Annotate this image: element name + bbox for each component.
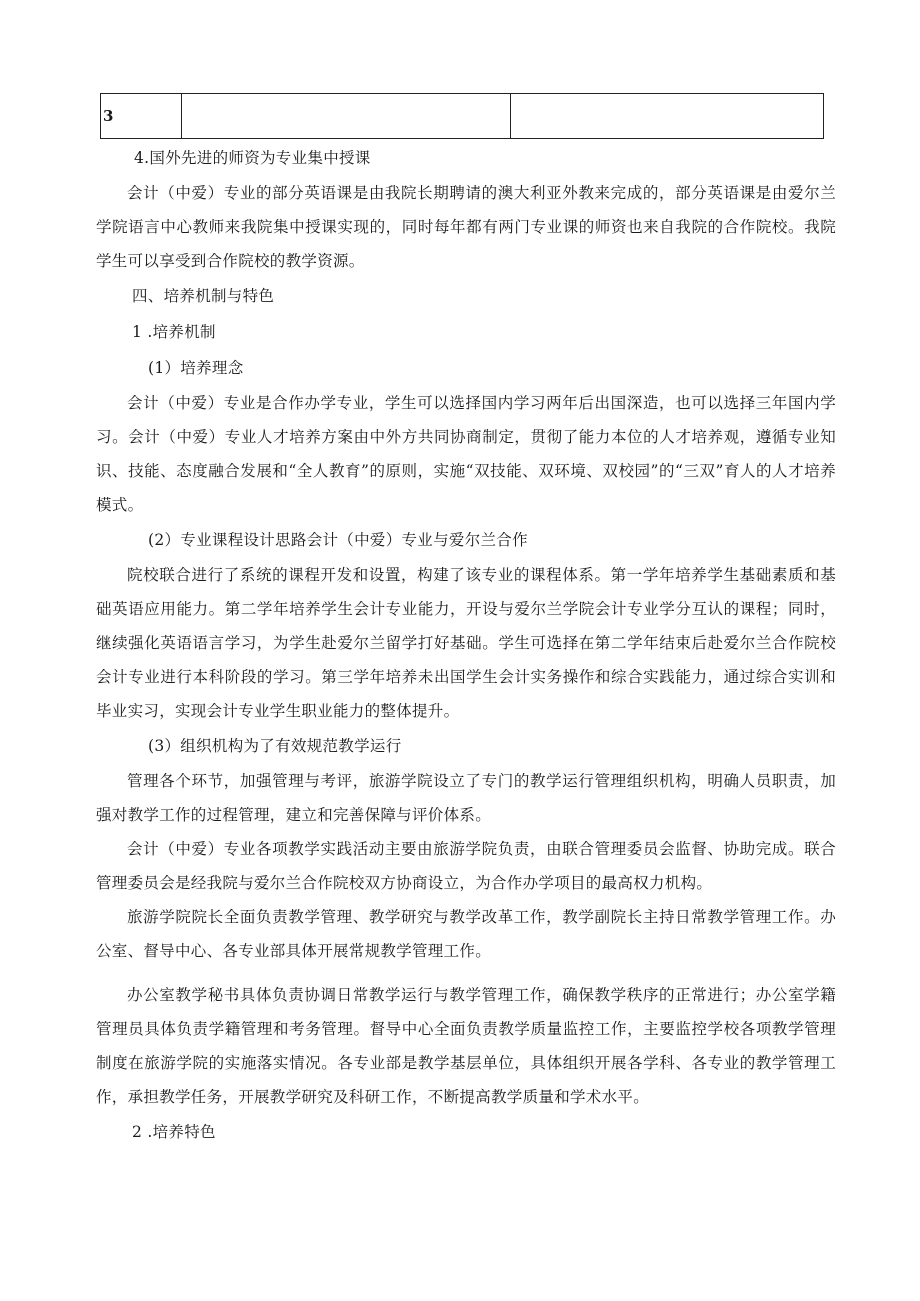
table-fragment — [100, 93, 824, 139]
table-cell — [182, 94, 511, 139]
section-heading: 四、培养机制与特色 — [132, 287, 275, 305]
paragraph: 会计（中爱）专业是合作办学专业，学生可以选择国内学习两年后出国深造，也可以选择三年国内学习。会计（中爱）专业人才培养方案由中外方共同协商制定，贯彻了能力本位的人才培养观，遵循专业知识、技能、态度融合发展和“全人教育”的原则，实施“双技能、双环境、双校园”的“三双”育人的人才培养模式。 — [96, 394, 836, 514]
paragraph: 会计（中爱）专业的部分英语课是由我院长期聘请的澳大利亚外教来完成的，部分英语课是由爱尔兰学院语言中心教师来我院集中授课实现的，同时每年都有两门专业课的师资也来自我院的合作院校。我院学生可以享受到合作院校的教学资源。 — [96, 184, 836, 270]
section-heading: (2）专业课程设计思路会计（中爱）专业与爱尔兰合作 — [148, 531, 528, 549]
section-heading: 1 .培养机制 — [132, 323, 216, 341]
table-cell — [511, 94, 824, 139]
section-heading: (3）组织机构为了有效规范教学运行 — [148, 737, 402, 755]
paragraph: 管理各个环节，加强管理与考评，旅游学院设立了专门的教学运行管理组织机构，明确人员职责，加强对教学工作的过程管理，建立和完善保障与评价体系。 — [96, 772, 836, 824]
document-body — [96, 140, 836, 1150]
table-row — [101, 94, 824, 139]
paragraph: 会计（中爱）专业各项教学实践活动主要由旅游学院负责，由联合管理委员会监督、协助完成。联合管理委员会是经我院与爱尔兰合作院校双方协商设立，为合作办学项目的最高权力机构。 — [96, 840, 836, 892]
table-cell: 3 — [101, 94, 182, 139]
paragraph: 办公室教学秘书具体负责协调日常教学运行与教学管理工作，确保教学秩序的正常进行；办公室学籍管理员具体负责学籍管理和考务管理。督导中心全面负责教学质量监控工作，主要监控学校各项教学管理制度在旅游学院的实施落实情况。各专业部是教学基层单位，具体组织开展各学科、各专业的教学管理工作，承担教学任务，开展教学研究及科研工作，不断提高教学质量和学术水平。 — [96, 986, 836, 1106]
paragraph: 旅游学院院长全面负责教学管理、教学研究与教学改革工作，教学副院长主持日常教学管理工作。办公室、督导中心、各专业部具体开展常规教学管理工作。 — [96, 908, 836, 960]
paragraph: 院校联合进行了系统的课程开发和设置，构建了该专业的课程体系。第一学年培养学生基础素质和基础英语应用能力。第二学年培养学生会计专业能力，开设与爱尔兰学院会计专业学分互认的课程；同时，继续强化英语语言学习，为学生赴爱尔兰留学打好基础。学生可选择在第二学年结束后赴爱尔兰合作院校会计专业进行本科阶段的学习。第三学年培养未出国学生会计实务操作和综合实践能力，通过综合实训和毕业实习，实现会计专业学生职业能力的整体提升。 — [96, 566, 836, 720]
section-heading: (1）培养理念 — [148, 359, 244, 377]
section-heading: 2 .培养特色 — [132, 1123, 216, 1141]
section-heading: 4.国外先进的师资为专业集中授课 — [134, 149, 371, 167]
